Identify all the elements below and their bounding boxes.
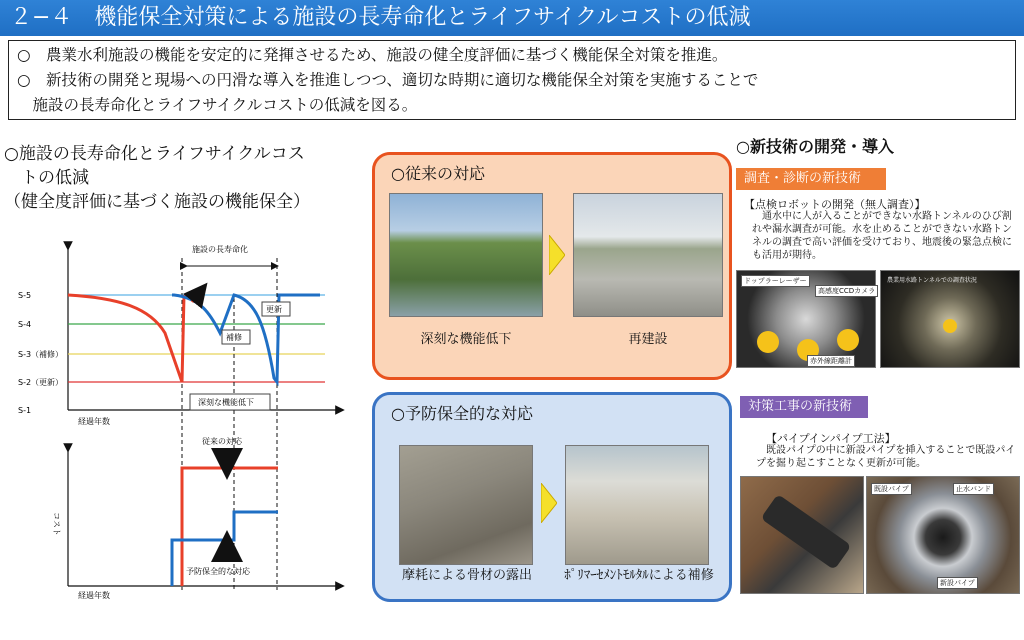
left-heading (4, 142, 372, 214)
pipe-label-band: 止水バンド (953, 483, 994, 495)
photo-pipe-insertion (740, 476, 864, 594)
robot-label-doppler: ドップラーレーザー (741, 275, 810, 287)
summary-line-3: 施設の長寿命化とライフサイクルコストの低減を図る。 (17, 96, 418, 114)
robot-description: 通水中に人が入ることができない水路トンネルのひび割れや漏水調査が可能。水を止めることができない水路トンネルの調査で高い評価を受けており、地震後の緊急点検にも活用が期待。 (752, 211, 1012, 261)
photo2-label: 再建設 (628, 332, 668, 347)
extension-label: 施設の長寿命化 (192, 245, 248, 254)
level-label-s2: S-2（更新） (18, 378, 64, 387)
photo4-label: ﾎﾟﾘﾏｰｾﾒﾝﾄﾓﾙﾀﾙによる補修 (564, 568, 714, 583)
robot-title: 【点検ロボットの開発（無人調査）】 (744, 198, 926, 211)
pipe-description: 既設パイプの中に新設パイプを挿入することで既設パイプを掘り起こすことなく更新が可能。 (756, 445, 1016, 469)
photo-aggregate-exposure (399, 445, 533, 565)
left-heading-line-2: トの低減 (4, 168, 89, 188)
xaxis-label-2: 経過年数 (78, 591, 110, 600)
level-label-s3: S-3（補修） (18, 350, 64, 359)
new-tech-heading: ○新技術の開発・導入 (736, 137, 894, 156)
survey-tech-tag: 調査・診断の新技術 (736, 168, 886, 190)
level-label-s4: S-4 (18, 320, 32, 329)
preventive-panel (372, 392, 732, 602)
photo-pipe-cross-section (866, 476, 1020, 594)
pipe-label-existing: 既設パイプ (871, 483, 912, 495)
conventional-panel (372, 152, 732, 380)
renew-label: 更新 (266, 305, 282, 314)
photo-polymer-repair (565, 445, 709, 565)
tunnel-caption: 農業用水路トンネルでの調査状況 (887, 277, 977, 284)
left-heading-line-1: ○施設の長寿命化とライフサイクルコス (4, 144, 305, 164)
level-label-s1: S-1 (18, 406, 32, 415)
conventional-cost-label: 従来の対応 (202, 437, 242, 446)
left-heading-line-3: （健全度評価に基づく施設の機能保全） (4, 192, 310, 212)
photo3-label: 摩耗による骨材の露出 (401, 568, 532, 583)
photo-inspection-robot (736, 270, 876, 368)
decline-label: 深刻な機能低下 (198, 398, 254, 407)
arrow-icon (549, 235, 565, 275)
preventive-title: ○予防保全的な対応 (391, 404, 533, 423)
xaxis-label-1: 経過年数 (78, 417, 110, 426)
conventional-title: ○従来の対応 (391, 164, 485, 183)
robot-label-range: 赤外線距離計 (807, 355, 855, 367)
photo1-label: 深刻な機能低下 (420, 332, 512, 347)
photo-canal-decline (389, 193, 543, 317)
page-title: ２−４ 機能保全対策による施設の長寿命化とライフサイクルコストの低減 (0, 0, 1024, 36)
summary-line-2: ○ 新技術の開発と現場への円滑な導入を推進しつつ、適切な時期に適切な機能保全対策を実施することで (17, 71, 759, 89)
preventive-cost-label: 予防保全的な対応 (186, 567, 250, 576)
cost-axis-label: コスト (52, 512, 61, 536)
conventional-curve (68, 295, 184, 382)
photo-tunnel-survey (880, 270, 1020, 368)
arrow-icon-2 (541, 483, 557, 523)
robot-label-camera: 高感度CCDカメラ (815, 285, 878, 297)
summary-line-1: ○ 農業水利施設の機能を安定的に発揮させるため、施設の健全度評価に基づく機能保全対策を推進。 (17, 46, 728, 64)
repair-label: 補修 (226, 333, 242, 342)
construction-tech-tag: 対策工事の新技術 (740, 396, 868, 418)
photo-rebuild (573, 193, 723, 317)
health-cost-charts (0, 228, 368, 600)
pipe-label-new: 新設パイプ (937, 577, 978, 589)
level-label-s5: S-5 (18, 291, 32, 300)
pipe-title: 【パイプインパイプ工法】 (766, 432, 896, 445)
summary-box (8, 40, 1016, 120)
